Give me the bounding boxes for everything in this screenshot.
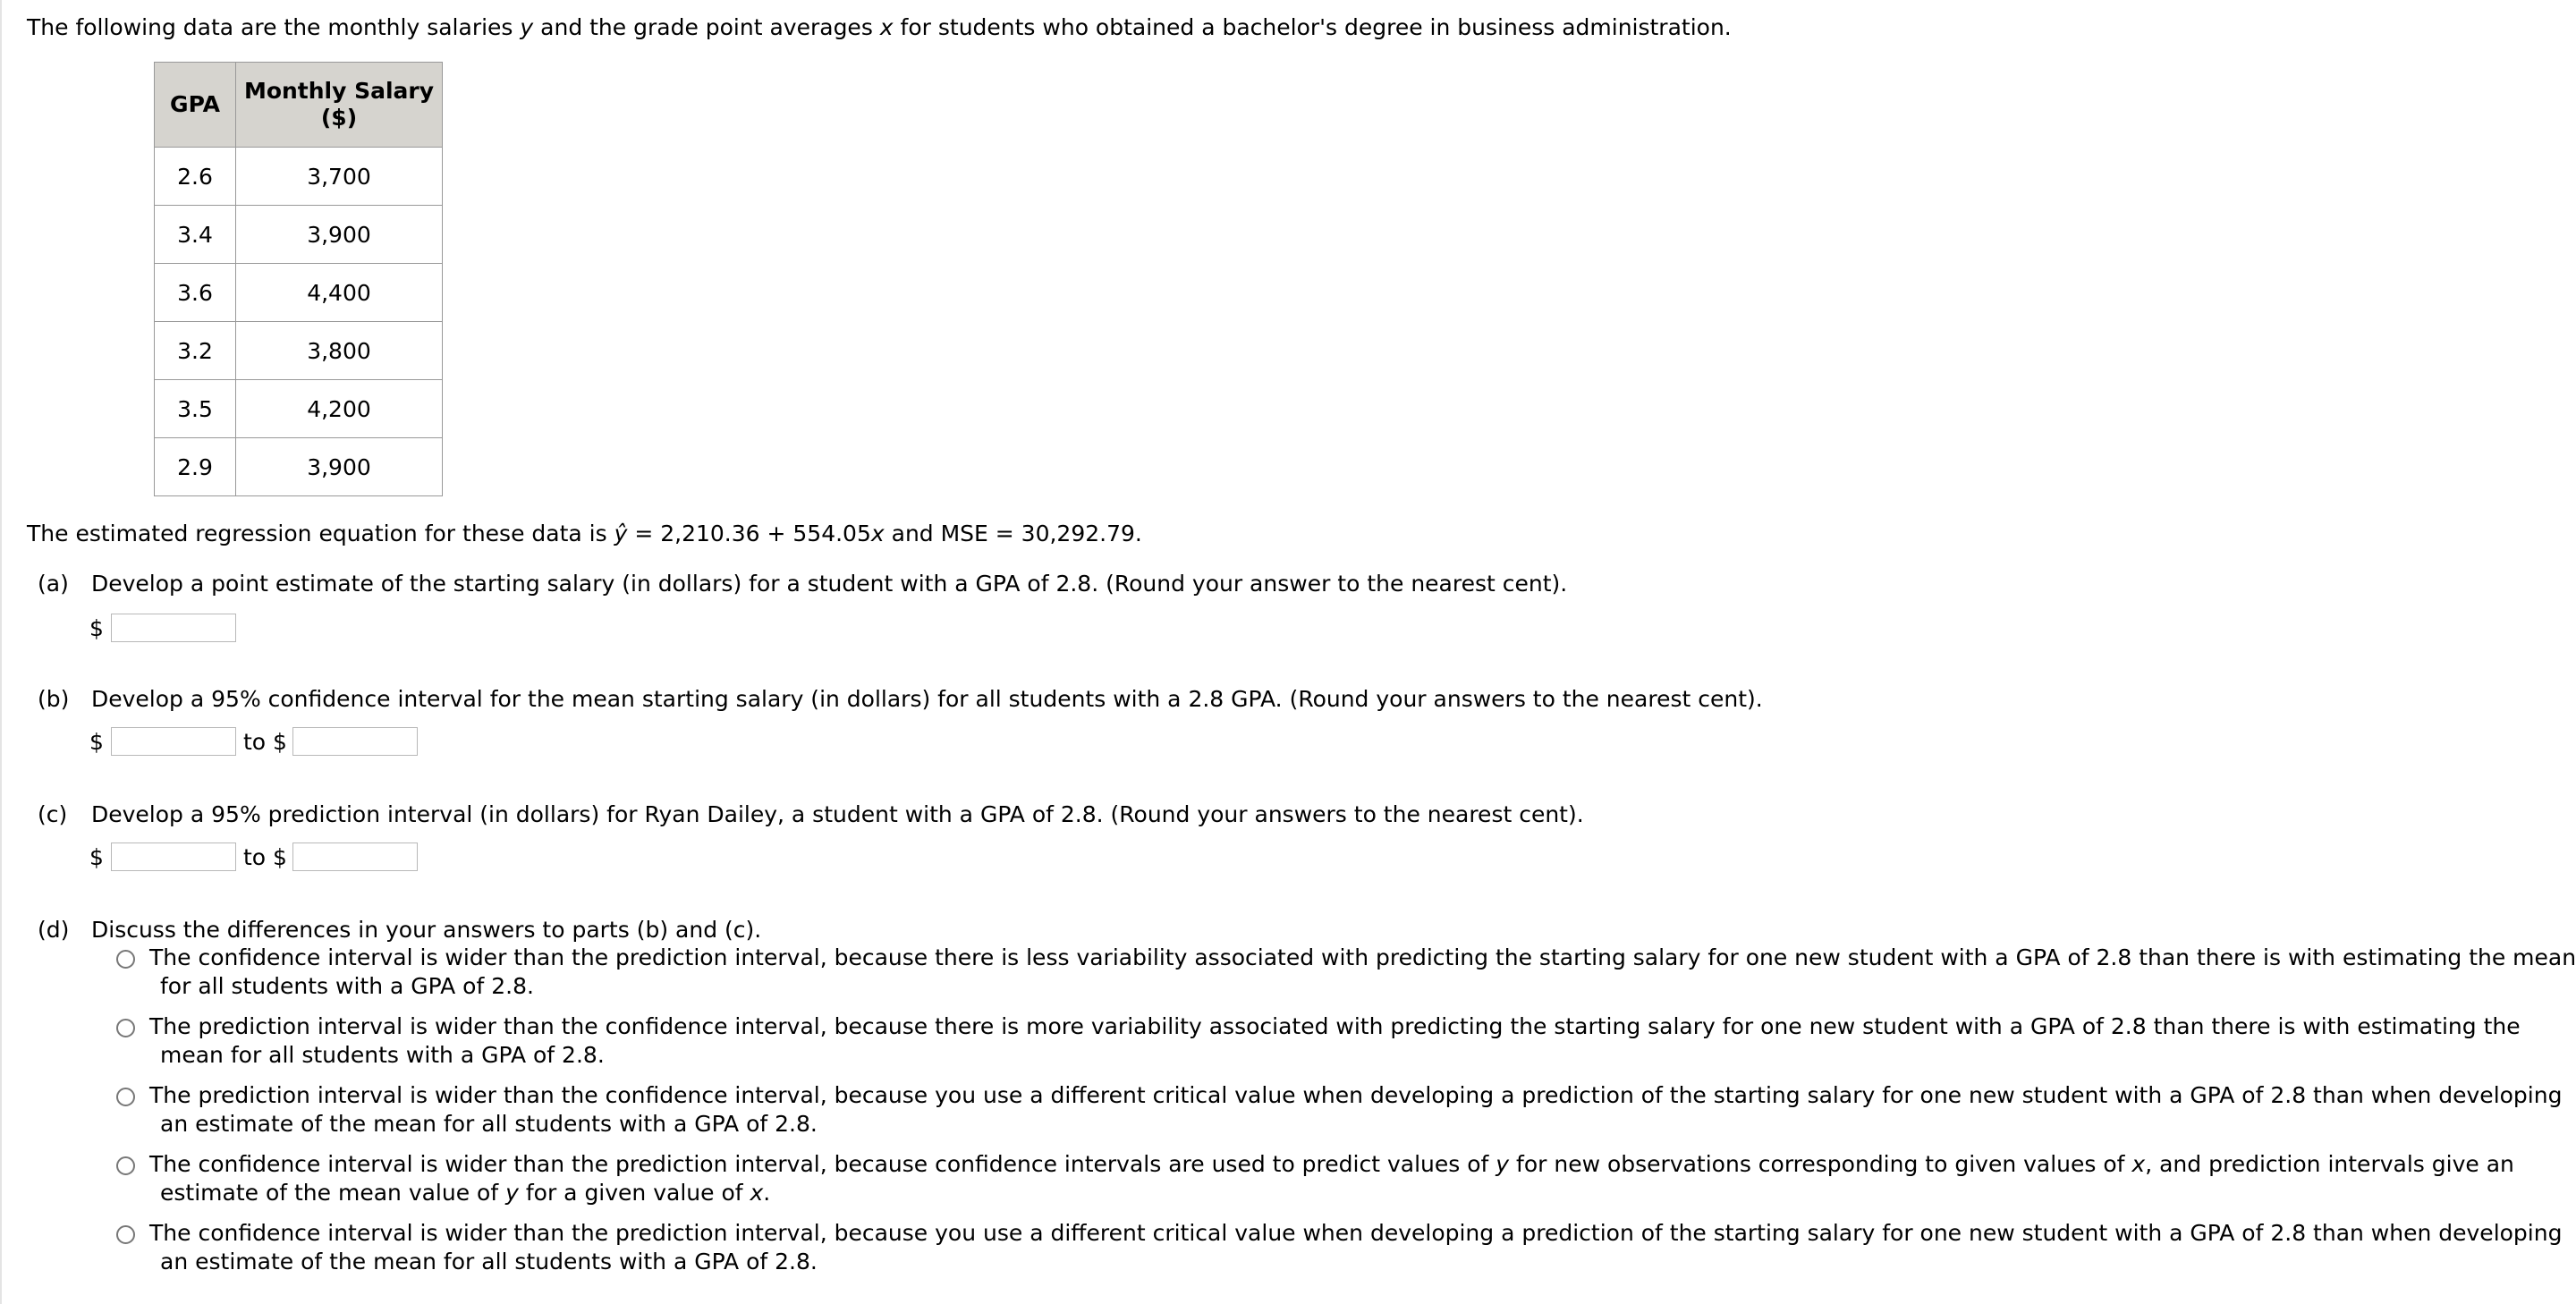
question-c — [38, 800, 1584, 830]
option-text-part: , and prediction intervals give an — [2145, 1151, 2514, 1177]
to-label: to $ — [243, 728, 287, 755]
option-text: mean for all students with a GPA of 2.8. — [160, 1042, 605, 1068]
radio-button[interactable] — [116, 1156, 135, 1175]
intro-part: for students who obtained a bachelor's degree in business administration. — [893, 14, 1732, 40]
dollar-sign: $ — [89, 728, 104, 755]
equation-part: = 2,210.36 + 554.05 — [627, 521, 871, 546]
option-text-part: estimate of the mean value of — [160, 1180, 506, 1206]
table-row — [155, 148, 443, 206]
intro-text — [27, 13, 1732, 43]
salary-cell: 4,200 — [236, 380, 443, 438]
var-x: x — [2131, 1151, 2146, 1177]
salary-header-line2: ($) — [320, 105, 358, 131]
regression-equation — [27, 519, 1142, 549]
var-x: x — [879, 14, 894, 40]
option-3[interactable] — [116, 1081, 2563, 1139]
gpa-cell: 3.4 — [155, 206, 236, 264]
question-text: Develop a 95% prediction interval (in dollars) for Ryan Dailey, a student with a GPA of 2.8. (Round your answers to the nearest cent). — [91, 801, 1584, 827]
table-row — [155, 438, 443, 496]
option-text: for all students with a GPA of 2.8. — [160, 973, 534, 999]
var-y: y — [520, 14, 534, 40]
data-table — [154, 62, 443, 496]
prediction-upper-input[interactable] — [292, 843, 418, 871]
question-label: (a) — [38, 571, 69, 597]
option-text — [160, 1179, 2442, 1207]
table-header-row — [155, 63, 443, 148]
option-text: The prediction interval is wider than the confidence interval, because you use a different critical value when developing a prediction of the starting salary for one new student with a GPA of 2.8 than when developing — [149, 1082, 2563, 1108]
gpa-cell: 2.9 — [155, 438, 236, 496]
option-2[interactable] — [116, 1012, 2521, 1070]
answer-b — [89, 725, 418, 758]
dollar-sign: $ — [89, 614, 104, 641]
salary-header — [236, 63, 443, 148]
option-text-part: The confidence interval is wider than the prediction interval, because confidence intervals are used to predict values of — [149, 1151, 1496, 1177]
option-4[interactable] — [116, 1150, 2514, 1207]
question-text: Discuss the differences in your answers to parts (b) and (c). — [91, 917, 762, 943]
var-x: x — [750, 1180, 764, 1206]
var-x: x — [870, 521, 885, 546]
option-text-part: . — [763, 1180, 771, 1206]
salary-cell: 3,800 — [236, 322, 443, 380]
radio-button[interactable] — [116, 1019, 135, 1037]
option-text-part: for a given value of — [518, 1180, 750, 1206]
dollar-sign: $ — [89, 843, 104, 870]
intro-part: and the grade point averages — [533, 14, 880, 40]
answer-c — [89, 841, 418, 873]
confidence-upper-input[interactable] — [292, 727, 418, 756]
radio-button[interactable] — [116, 1225, 135, 1244]
question-b — [38, 684, 1763, 715]
equation-part: and MSE = 30,292.79. — [884, 521, 1142, 546]
option-1[interactable] — [116, 944, 2576, 1001]
y-hat: ŷ — [614, 521, 628, 546]
intro-part: The following data are the monthly salaries — [27, 14, 521, 40]
option-text: The confidence interval is wider than the prediction interval, because there is less variability associated with predicting the starting salary for one new student with a GPA of 2.8 than there is with estimating the mean — [149, 944, 2576, 970]
option-text-part: for new observations corresponding to given values of — [1509, 1151, 2132, 1177]
salary-cell: 3,900 — [236, 206, 443, 264]
var-y: y — [505, 1180, 519, 1206]
confidence-lower-input[interactable] — [111, 727, 236, 756]
prediction-lower-input[interactable] — [111, 843, 236, 871]
question-d — [38, 915, 761, 945]
equation-part: The estimated regression equation for these data is — [27, 521, 614, 546]
option-text: The confidence interval is wider than the prediction interval, because you use a different critical value when developing a prediction of the starting salary for one new student with a GPA of 2.8 than when developing — [149, 1220, 2563, 1246]
table-row — [155, 264, 443, 322]
table-row — [155, 206, 443, 264]
gpa-header: GPA — [155, 63, 236, 148]
to-label: to $ — [243, 843, 287, 870]
question-label: (b) — [38, 686, 70, 712]
table-row — [155, 380, 443, 438]
gpa-cell: 3.5 — [155, 380, 236, 438]
question-a — [38, 569, 1567, 599]
option-text: an estimate of the mean for all students with a GPA of 2.8. — [160, 1249, 818, 1274]
radio-button[interactable] — [116, 1088, 135, 1106]
point-estimate-input[interactable] — [111, 614, 236, 642]
option-text — [149, 1150, 2514, 1179]
gpa-cell: 2.6 — [155, 148, 236, 206]
table-row — [155, 322, 443, 380]
option-text: an estimate of the mean for all students with a GPA of 2.8. — [160, 1111, 818, 1137]
option-5[interactable] — [116, 1219, 2563, 1276]
salary-cell: 3,900 — [236, 438, 443, 496]
question-label: (d) — [38, 917, 70, 943]
gpa-cell: 3.2 — [155, 322, 236, 380]
question-text: Develop a 95% confidence interval for the mean starting salary (in dollars) for all students with a 2.8 GPA. (Round your answers to the nearest cent). — [91, 686, 1763, 712]
salary-cell: 4,400 — [236, 264, 443, 322]
question-label: (c) — [38, 801, 68, 827]
option-text: The prediction interval is wider than the confidence interval, because there is more variability associated with predicting the starting salary for one new student with a GPA of 2.8 than there is with estimating the — [149, 1013, 2521, 1039]
answer-options — [116, 944, 2576, 1288]
var-y: y — [1496, 1151, 1510, 1177]
salary-header-line1: Monthly Salary — [243, 78, 435, 104]
answer-a — [89, 612, 236, 644]
radio-button[interactable] — [116, 950, 135, 969]
gpa-cell: 3.6 — [155, 264, 236, 322]
question-text: Develop a point estimate of the starting salary (in dollars) for a student with a GPA of 2.8. (Round your answer to the nearest cent). — [91, 571, 1568, 597]
salary-cell: 3,700 — [236, 148, 443, 206]
